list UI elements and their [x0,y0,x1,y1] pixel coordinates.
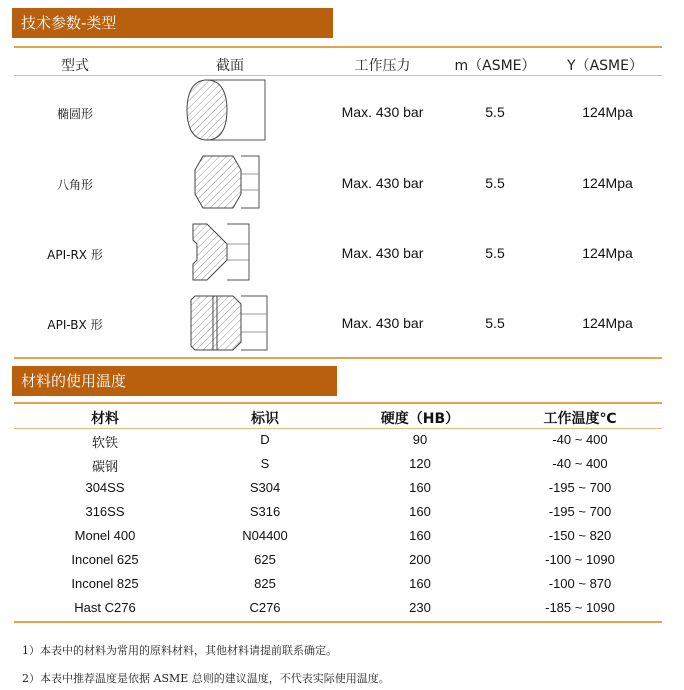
material-hardness: 120 [409,456,431,471]
material-temp: -150 ~ 820 [548,528,612,543]
material-name: 304SS [85,480,125,495]
material-mark: S316 [249,504,281,519]
material-mark: 625 [254,552,276,567]
header-m: m（ASME） [454,58,536,74]
pressure-value: Max. 430 bar [341,175,424,191]
material-hardness: 160 [409,528,431,543]
header-pressure: 工作压力 [354,58,411,74]
header-hardness: 硬度（HB） [380,411,460,427]
header-section: 截面 [216,58,244,74]
type-name: 八角形 [56,178,93,192]
divider [14,621,662,623]
material-hardness: 90 [412,432,428,447]
api-rx-ring-section-icon [183,220,271,284]
oval-ring-section-icon [183,78,271,142]
material-hardness: 230 [409,600,431,615]
material-temp: -100 ~ 1090 [545,552,615,567]
y-value: 124Mpa [582,175,633,191]
material-mark: D [260,432,270,447]
divider [14,428,662,429]
material-name: Inconel 625 [71,552,139,567]
pressure-value: Max. 430 bar [341,245,424,261]
divider [14,75,662,76]
m-value: 5.5 [485,104,505,120]
header-material: 材料 [91,411,119,427]
material-name: Hast C276 [74,600,136,615]
material-name: 316SS [85,504,125,519]
section-title-material-temp: 材料的使用温度 [12,366,337,396]
header-y: Y（ASME） [567,58,643,74]
material-mark: S304 [249,480,281,495]
material-hardness: 160 [409,480,431,495]
material-name: 软铁 [91,435,118,450]
footnote-2: 2）本表中推荐温度是依据 ASME 总则的建议温度，不代表实际使用温度。 [22,672,390,685]
type-name: API-RX 形 [47,248,103,262]
material-mark: N04400 [242,528,288,543]
type-name: 椭圆形 [56,107,93,121]
material-mark: S [260,456,270,471]
material-temp: -40 ~ 400 [552,456,608,471]
divider [14,402,662,404]
material-temp: -195 ~ 700 [548,480,612,495]
material-hardness: 160 [409,504,431,519]
material-name: Inconel 825 [71,576,139,591]
material-hardness: 160 [409,576,431,591]
divider [14,357,662,359]
header-type: 型式 [61,58,89,74]
material-mark: 825 [254,576,276,591]
footnote-1: 1）本表中的材料为常用的原料材料，其他材料请提前联系确定。 [22,644,337,657]
y-value: 124Mpa [582,315,633,331]
material-temp: -40 ~ 400 [552,432,608,447]
y-value: 124Mpa [582,104,633,120]
pressure-value: Max. 430 bar [341,104,424,120]
m-value: 5.5 [485,315,505,331]
m-value: 5.5 [485,245,505,261]
section-title-tech-params: 技术参数-类型 [12,8,333,38]
material-name: Monel 400 [74,528,136,543]
api-bx-ring-section-icon [183,292,271,354]
type-name: API-BX 形 [47,318,103,332]
material-name: 碳钢 [91,459,118,474]
material-hardness: 200 [409,552,431,567]
material-temp: -195 ~ 700 [548,504,612,519]
material-mark: C276 [249,600,281,615]
material-temp: -100 ~ 870 [548,576,612,591]
m-value: 5.5 [485,175,505,191]
material-temp: -185 ~ 1090 [545,600,615,615]
octagonal-ring-section-icon [183,150,271,214]
divider [14,46,662,48]
y-value: 124Mpa [582,245,633,261]
header-mark: 标识 [251,411,279,427]
pressure-value: Max. 430 bar [341,315,424,331]
header-temp: 工作温度℃ [543,411,617,427]
